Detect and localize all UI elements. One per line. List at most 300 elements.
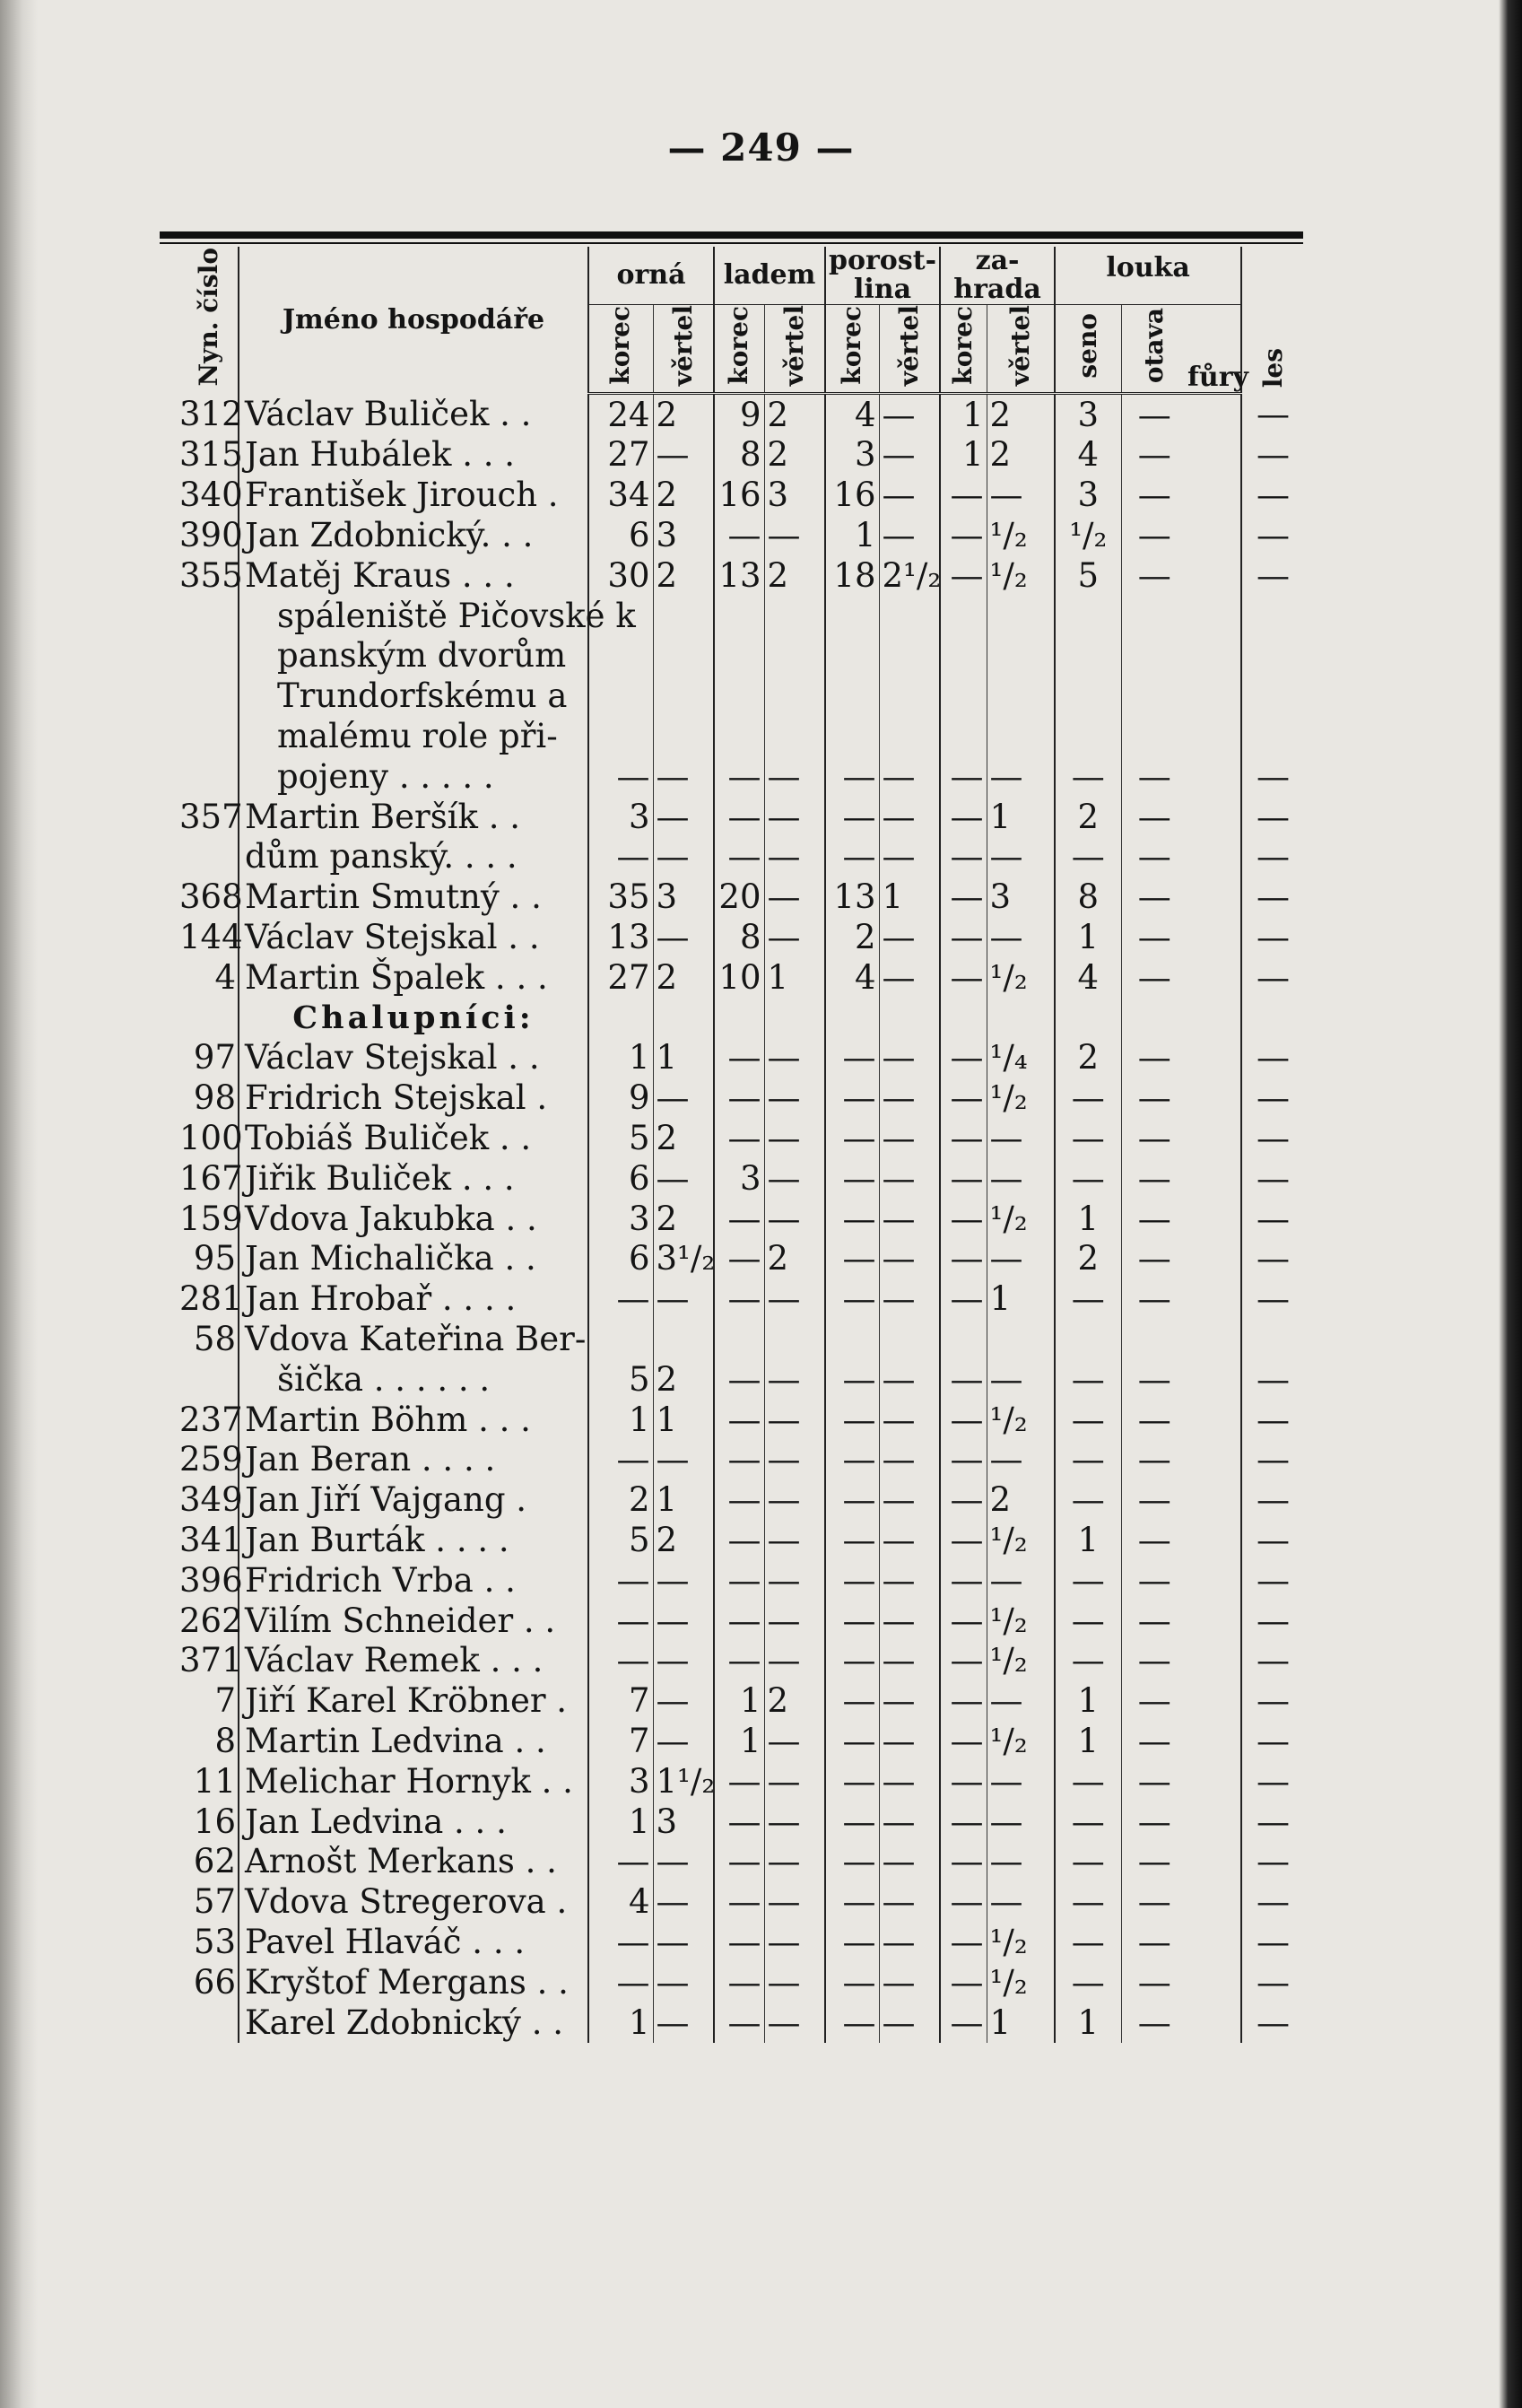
cell-ladem-vertel: — <box>764 516 825 556</box>
cell-zahrada-vertel: ¹/₂ <box>987 1078 1055 1119</box>
owner-name: Martin Smutný . . <box>239 877 588 918</box>
table-row <box>179 756 1304 797</box>
cell-louka-seno: 4 <box>1055 957 1121 998</box>
cell-porostlina-vertel: — <box>879 918 940 958</box>
cell-ladem-vertel: — <box>764 1962 825 2002</box>
cell-les: — <box>1241 1400 1304 1440</box>
cell-ladem-vertel: — <box>764 1521 825 1561</box>
owner-name: Václav Stejskal . . <box>239 1038 588 1078</box>
cell-orna-vertel: 2 <box>653 555 714 596</box>
cell-orna-korec: 5 <box>588 1521 653 1561</box>
cell-louka-otava: — <box>1121 1038 1187 1078</box>
empty-cell <box>588 998 653 1038</box>
cell-louka-fury <box>1187 1078 1241 1119</box>
cell-orna-korec: 9 <box>588 1078 653 1119</box>
table-row <box>179 797 1304 837</box>
cell-louka-otava: — <box>1121 435 1187 475</box>
cell-louka-otava: — <box>1121 877 1187 918</box>
cell-louka-otava: — <box>1121 1923 1187 1963</box>
cell-ladem-korec: — <box>714 1802 764 1842</box>
cell-ladem-korec: 9 <box>714 394 764 435</box>
cell-louka-fury <box>1187 2002 1241 2043</box>
cell-porostlina-vertel: — <box>879 1641 940 1681</box>
cell-ladem-korec: — <box>714 1521 764 1561</box>
cell-orna-vertel: 3 <box>653 1802 714 1842</box>
cell-zahrada-korec: — <box>940 1681 987 1722</box>
cell-louka-seno: — <box>1055 1480 1121 1521</box>
cell-louka-seno: 1 <box>1055 2002 1121 2043</box>
cell-ladem-korec: — <box>714 1199 764 1239</box>
cell-zahrada-vertel: — <box>987 1681 1055 1722</box>
cell-porostlina-korec: — <box>825 1641 879 1681</box>
cell-ladem-vertel: — <box>764 1722 825 1762</box>
cell-zahrada-vertel: — <box>987 1440 1055 1480</box>
cell-orna-korec: 6 <box>588 1158 653 1199</box>
cell-orna-korec: — <box>588 1440 653 1480</box>
owner-name: Jan Hubálek . . . <box>239 435 588 475</box>
cell-porostlina-vertel: — <box>879 1681 940 1722</box>
cell-louka-seno: — <box>1055 1601 1121 1641</box>
col-header-orna-vertel: věrtel <box>653 305 714 394</box>
cell-louka-otava: — <box>1121 1641 1187 1681</box>
cell-zahrada-vertel: ¹/₂ <box>987 1400 1055 1440</box>
section-heading: Chalupníci: <box>239 998 588 1038</box>
table-row <box>179 717 1304 757</box>
cell-ladem-korec: — <box>714 1078 764 1119</box>
cell-ladem-vertel: — <box>764 877 825 918</box>
table-row <box>179 2002 1304 2043</box>
cell-ladem-vertel <box>764 636 825 676</box>
cell-porostlina-vertel: — <box>879 516 940 556</box>
cell-zahrada-korec: — <box>940 1119 987 1159</box>
cell-orna-korec: 4 <box>588 1882 653 1923</box>
cell-les: — <box>1241 1802 1304 1842</box>
cell-orna-vertel: — <box>653 1279 714 1320</box>
col-header-louka-seno: seno <box>1055 305 1121 394</box>
cell-les: — <box>1241 957 1304 998</box>
cell-louka-otava: — <box>1121 918 1187 958</box>
cell-ladem-korec: — <box>714 1038 764 1078</box>
cell-louka-fury <box>1187 1279 1241 1320</box>
cell-orna-korec: 6 <box>588 1239 653 1279</box>
cell-louka-seno: 2 <box>1055 1038 1121 1078</box>
cell-zahrada-korec: — <box>940 1761 987 1802</box>
cell-porostlina-vertel: — <box>879 1842 940 1882</box>
table-row <box>179 1761 1304 1802</box>
cell-porostlina-vertel: — <box>879 957 940 998</box>
empty-cell <box>1055 998 1121 1038</box>
row-number: 340 <box>179 475 243 515</box>
cell-porostlina-korec: — <box>825 1681 879 1722</box>
cell-les: — <box>1241 1681 1304 1722</box>
cell-zahrada-korec <box>940 1320 987 1360</box>
col-header-ladem-korec: korec <box>714 305 764 394</box>
owner-name: šička . . . . . . <box>239 1359 588 1400</box>
cell-zahrada-vertel: 3 <box>987 877 1055 918</box>
cell-les <box>1241 717 1304 757</box>
cell-louka-fury <box>1187 837 1241 877</box>
cell-les: — <box>1241 1722 1304 1762</box>
col-header-orna-korec: korec <box>588 305 653 394</box>
cell-porostlina-vertel <box>879 676 940 717</box>
cell-orna-korec: 3 <box>588 797 653 837</box>
table-row <box>179 516 1304 556</box>
cell-les <box>1241 636 1304 676</box>
row-number: 237 <box>179 1400 243 1439</box>
table-row <box>179 998 1304 1038</box>
cell-louka-otava: — <box>1121 1521 1187 1561</box>
cell-ladem-vertel: — <box>764 1802 825 1842</box>
cell-louka-seno: 5 <box>1055 555 1121 596</box>
land-register-table <box>179 247 1304 2043</box>
table-body <box>179 394 1304 2043</box>
cell-louka-otava: — <box>1121 1239 1187 1279</box>
cell-louka-otava: — <box>1121 1359 1187 1400</box>
cell-ladem-vertel: 2 <box>764 555 825 596</box>
cell-ladem-korec: — <box>714 2002 764 2043</box>
row-number: 368 <box>179 877 243 917</box>
col-header-les: les <box>1241 247 1304 394</box>
cell-louka-seno: — <box>1055 1359 1121 1400</box>
cell-ladem-vertel <box>764 717 825 757</box>
cell-louka-fury <box>1187 1923 1241 1963</box>
cell-orna-korec: — <box>588 1641 653 1681</box>
cell-zahrada-vertel: ¹/₂ <box>987 1199 1055 1239</box>
cell-porostlina-vertel: — <box>879 756 940 797</box>
cell-zahrada-korec: — <box>940 877 987 918</box>
cell-zahrada-korec: — <box>940 1601 987 1641</box>
cell-porostlina-vertel: — <box>879 797 940 837</box>
cell-ladem-vertel: 2 <box>764 435 825 475</box>
cell-zahrada-vertel: ¹/₂ <box>987 1722 1055 1762</box>
cell-louka-fury <box>1187 1722 1241 1762</box>
cell-les: — <box>1241 918 1304 958</box>
cell-les: — <box>1241 877 1304 918</box>
table-row <box>179 1078 1304 1119</box>
table-row <box>179 957 1304 998</box>
top-rule <box>160 231 1303 239</box>
cell-les: — <box>1241 1038 1304 1078</box>
cell-porostlina-vertel: — <box>879 1158 940 1199</box>
cell-orna-korec <box>588 676 653 717</box>
cell-orna-vertel: 2 <box>653 475 714 516</box>
top-rule-thin <box>160 242 1303 244</box>
row-number: 355 <box>179 555 243 595</box>
cell-ladem-vertel: — <box>764 1882 825 1923</box>
owner-name: Jan Beran . . . . <box>239 1440 588 1480</box>
cell-louka-seno <box>1055 676 1121 717</box>
cell-orna-korec: 7 <box>588 1681 653 1722</box>
cell-ladem-vertel: — <box>764 1601 825 1641</box>
cell-louka-otava: — <box>1121 394 1187 435</box>
owner-name: panským dvorům <box>239 636 588 676</box>
cell-ladem-korec: 3 <box>714 1158 764 1199</box>
cell-zahrada-korec: — <box>940 918 987 958</box>
cell-les: — <box>1241 1601 1304 1641</box>
cell-orna-korec: 24 <box>588 394 653 435</box>
cell-porostlina-korec: 18 <box>825 555 879 596</box>
cell-porostlina-vertel: — <box>879 1400 940 1440</box>
col-header-louka: louka <box>1055 247 1241 305</box>
cell-ladem-vertel: — <box>764 1480 825 1521</box>
table-row <box>179 1359 1304 1400</box>
cell-zahrada-vertel: 2 <box>987 435 1055 475</box>
cell-zahrada-korec: — <box>940 1440 987 1480</box>
cell-ladem-korec: — <box>714 756 764 797</box>
cell-louka-otava: — <box>1121 1199 1187 1239</box>
cell-louka-fury <box>1187 1480 1241 1521</box>
cell-zahrada-korec: — <box>940 2002 987 2043</box>
owner-name: Matěj Kraus . . . <box>239 555 588 596</box>
cell-louka-otava: — <box>1121 475 1187 516</box>
cell-ladem-korec <box>714 717 764 757</box>
cell-porostlina-korec: — <box>825 1279 879 1320</box>
cell-louka-fury <box>1187 475 1241 516</box>
cell-zahrada-korec: — <box>940 1842 987 1882</box>
table-row <box>179 1681 1304 1722</box>
cell-porostlina-vertel: — <box>879 1480 940 1521</box>
cell-porostlina-vertel: — <box>879 1962 940 2002</box>
cell-zahrada-vertel: — <box>987 1802 1055 1842</box>
col-header-porostlina-korec: korec <box>825 305 879 394</box>
cell-ladem-vertel: — <box>764 1158 825 1199</box>
cell-zahrada-vertel: 1 <box>987 797 1055 837</box>
cell-porostlina-korec: — <box>825 1962 879 2002</box>
cell-louka-otava: — <box>1121 756 1187 797</box>
cell-ladem-korec: — <box>714 1279 764 1320</box>
cell-les: — <box>1241 1279 1304 1320</box>
cell-ladem-vertel: — <box>764 1199 825 1239</box>
cell-zahrada-korec: — <box>940 1078 987 1119</box>
owner-name: Václav Remek . . . <box>239 1641 588 1681</box>
table-row <box>179 1882 1304 1923</box>
table-row <box>179 1440 1304 1480</box>
cell-ladem-vertel: 1 <box>764 957 825 998</box>
cell-louka-fury <box>1187 636 1241 676</box>
cell-porostlina-vertel: — <box>879 1521 940 1561</box>
cell-ladem-vertel: — <box>764 837 825 877</box>
cell-louka-otava: — <box>1121 1119 1187 1159</box>
table-row <box>179 1962 1304 2002</box>
cell-louka-fury <box>1187 1320 1241 1360</box>
empty-cell <box>1241 998 1304 1038</box>
cell-louka-seno: — <box>1055 1440 1121 1480</box>
cell-zahrada-vertel: — <box>987 475 1055 516</box>
table-row <box>179 877 1304 918</box>
cell-zahrada-korec: — <box>940 1480 987 1521</box>
cell-zahrada-korec <box>940 676 987 717</box>
cell-ladem-korec: 1 <box>714 1722 764 1762</box>
cell-porostlina-korec: — <box>825 1480 879 1521</box>
cell-orna-korec: — <box>588 1279 653 1320</box>
cell-orna-vertel: 2 <box>653 1199 714 1239</box>
table-row <box>179 1601 1304 1641</box>
cell-ladem-vertel: 3 <box>764 475 825 516</box>
cell-porostlina-vertel <box>879 636 940 676</box>
cell-porostlina-vertel: 1 <box>879 877 940 918</box>
cell-louka-fury <box>1187 1601 1241 1641</box>
col-header-louka-fury: fůry <box>1187 305 1241 394</box>
row-number: 144 <box>179 917 243 956</box>
cell-porostlina-korec <box>825 636 879 676</box>
owner-name: Vdova Kateřina Ber- <box>239 1320 588 1360</box>
cell-louka-otava: — <box>1121 1560 1187 1601</box>
cell-zahrada-vertel: — <box>987 756 1055 797</box>
owner-name: Vdova Stregerova . <box>239 1882 588 1923</box>
cell-louka-seno: 1 <box>1055 918 1121 958</box>
cell-les: — <box>1241 1119 1304 1159</box>
cell-louka-fury <box>1187 1842 1241 1882</box>
cell-les: — <box>1241 1359 1304 1400</box>
page-edge-left <box>0 0 38 2408</box>
cell-zahrada-korec: — <box>940 1038 987 1078</box>
cell-porostlina-korec: — <box>825 1119 879 1159</box>
owner-name: Fridrich Vrba . . <box>239 1560 588 1601</box>
cell-zahrada-vertel <box>987 676 1055 717</box>
cell-zahrada-vertel: ¹/₂ <box>987 957 1055 998</box>
cell-louka-seno: ¹/₂ <box>1055 516 1121 556</box>
empty-cell <box>825 998 879 1038</box>
cell-ladem-korec: 8 <box>714 435 764 475</box>
table-row <box>179 1400 1304 1440</box>
cell-zahrada-vertel: ¹/₂ <box>987 1923 1055 1963</box>
cell-zahrada-korec: — <box>940 516 987 556</box>
cell-zahrada-vertel: — <box>987 1882 1055 1923</box>
cell-zahrada-vertel: 2 <box>987 1480 1055 1521</box>
row-number: 396 <box>179 1560 243 1600</box>
cell-ladem-korec: 20 <box>714 877 764 918</box>
cell-orna-korec: 7 <box>588 1722 653 1762</box>
owner-name: Tobiáš Buliček . . <box>239 1119 588 1159</box>
row-number: 371 <box>179 1641 243 1680</box>
row-number: 66 <box>179 1962 239 2002</box>
owner-name: pojeny . . . . . <box>239 756 588 797</box>
cell-porostlina-korec: — <box>825 1239 879 1279</box>
cell-zahrada-korec: — <box>940 756 987 797</box>
table-row <box>179 435 1304 475</box>
cell-louka-seno: 8 <box>1055 877 1121 918</box>
cell-orna-korec: 1 <box>588 1400 653 1440</box>
owner-name: Pavel Hlaváč . . . <box>239 1923 588 1963</box>
empty-cell <box>764 998 825 1038</box>
cell-louka-fury <box>1187 756 1241 797</box>
owner-name: František Jirouch . <box>239 475 588 516</box>
cell-louka-seno <box>1055 1320 1121 1360</box>
cell-orna-vertel: 1 <box>653 1038 714 1078</box>
cell-louka-fury <box>1187 918 1241 958</box>
cell-orna-korec: — <box>588 1923 653 1963</box>
cell-zahrada-korec: — <box>940 1521 987 1561</box>
table-row <box>179 1521 1304 1561</box>
cell-orna-vertel: 1¹/₂ <box>653 1761 714 1802</box>
cell-orna-korec: 30 <box>588 555 653 596</box>
table-row <box>179 1239 1304 1279</box>
cell-louka-seno: 1 <box>1055 1199 1121 1239</box>
cell-orna-korec: 5 <box>588 1119 653 1159</box>
cell-porostlina-korec <box>825 676 879 717</box>
cell-orna-korec: 1 <box>588 2002 653 2043</box>
row-number: 281 <box>179 1279 243 1319</box>
cell-louka-otava: — <box>1121 1882 1187 1923</box>
cell-orna-vertel: — <box>653 1440 714 1480</box>
cell-zahrada-korec <box>940 717 987 757</box>
owner-name: Jan Jiří Vajgang . <box>239 1480 588 1521</box>
row-number: 390 <box>179 516 243 555</box>
cell-zahrada-vertel: — <box>987 837 1055 877</box>
cell-porostlina-korec <box>825 596 879 636</box>
table-row <box>179 1158 1304 1199</box>
cell-orna-vertel: — <box>653 797 714 837</box>
row-number <box>179 596 239 636</box>
row-number <box>179 756 239 797</box>
row-number: 58 <box>179 1320 239 1360</box>
cell-zahrada-korec: — <box>940 1722 987 1762</box>
cell-les: — <box>1241 1521 1304 1561</box>
cell-louka-otava: — <box>1121 1722 1187 1762</box>
cell-porostlina-vertel <box>879 717 940 757</box>
col-header-orna: orná <box>588 247 714 305</box>
cell-louka-seno <box>1055 717 1121 757</box>
cell-louka-otava: — <box>1121 1761 1187 1802</box>
cell-orna-vertel: — <box>653 756 714 797</box>
cell-louka-seno: — <box>1055 1842 1121 1882</box>
cell-ladem-vertel: — <box>764 1923 825 1963</box>
cell-louka-otava <box>1121 676 1187 717</box>
cell-les: — <box>1241 516 1304 556</box>
row-number: 312 <box>179 394 239 435</box>
col-header-ladem: ladem <box>714 247 825 305</box>
cell-louka-fury <box>1187 1199 1241 1239</box>
table-row <box>179 1923 1304 1963</box>
row-number: 62 <box>179 1842 239 1882</box>
owner-name: Arnošt Merkans . . <box>239 1842 588 1882</box>
table-row <box>179 837 1304 877</box>
cell-ladem-korec: — <box>714 1359 764 1400</box>
cell-louka-fury <box>1187 596 1241 636</box>
cell-louka-seno: 4 <box>1055 435 1121 475</box>
cell-orna-vertel: — <box>653 1882 714 1923</box>
cell-louka-fury <box>1187 1681 1241 1722</box>
cell-louka-seno: — <box>1055 1761 1121 1802</box>
cell-zahrada-vertel: — <box>987 1761 1055 1802</box>
cell-porostlina-vertel: — <box>879 1359 940 1400</box>
cell-les: — <box>1241 394 1304 435</box>
cell-louka-seno: — <box>1055 1802 1121 1842</box>
cell-porostlina-korec: — <box>825 1722 879 1762</box>
empty-cell <box>987 998 1055 1038</box>
cell-louka-fury <box>1187 1158 1241 1199</box>
cell-porostlina-vertel <box>879 1320 940 1360</box>
cell-orna-vertel: — <box>653 1722 714 1762</box>
table-row <box>179 555 1304 596</box>
cell-ladem-vertel: — <box>764 756 825 797</box>
page-edge-right <box>1499 0 1522 2408</box>
cell-porostlina-korec: — <box>825 2002 879 2043</box>
cell-zahrada-vertel: ¹/₂ <box>987 1641 1055 1681</box>
table-row <box>179 1320 1304 1360</box>
col-header-zahrada-korec: korec <box>940 305 987 394</box>
cell-orna-korec: — <box>588 1842 653 1882</box>
cell-zahrada-korec: — <box>940 1802 987 1842</box>
cell-louka-otava: — <box>1121 1078 1187 1119</box>
table-row <box>179 596 1304 636</box>
table-row <box>179 1119 1304 1159</box>
cell-orna-korec: 6 <box>588 516 653 556</box>
cell-porostlina-vertel: — <box>879 1279 940 1320</box>
cell-louka-fury <box>1187 555 1241 596</box>
cell-louka-seno: 1 <box>1055 1722 1121 1762</box>
cell-porostlina-korec: — <box>825 1802 879 1842</box>
